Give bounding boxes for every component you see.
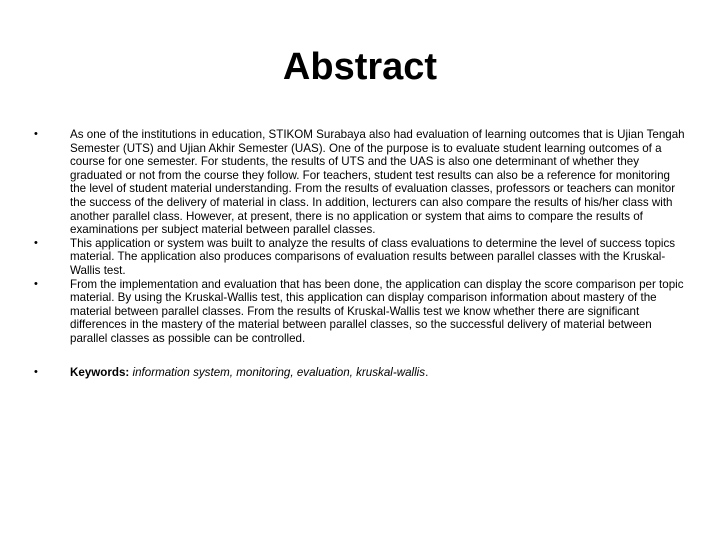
- paragraph-text: This application or system was built to analyze the results of class evaluations to determine the level of success topics material. The application also produces comparisons of evaluation results between parallel classes with the Kruskal-Wallis test.: [70, 236, 676, 277]
- bullet-dot-icon: •: [34, 277, 38, 290]
- bullet-paragraph-1: [34, 128, 686, 237]
- keywords-label: Keywords:: [70, 365, 130, 379]
- bullet-keywords: [34, 366, 686, 380]
- bullet-dot-icon: •: [34, 236, 38, 249]
- bullet-dot-icon: •: [34, 365, 38, 378]
- paragraph-text: From the implementation and evaluation that has been done, the application can display the score comparison per topic material. By using the Kruskal-Wallis test, this application can display comparison information about mastery of the material between parallel classes. From the results of Kruskal-Wallis test we know whether there are significant differences in the mastery of the material between parallel classes, so the successful delivery of material between parallel classes as possible can be controlled.: [70, 277, 684, 345]
- keywords-text: information system, monitoring, evaluation, kruskal-wallis: [132, 365, 426, 379]
- bullet-paragraph-2: [34, 237, 686, 278]
- bullet-dot-icon: •: [34, 128, 38, 140]
- slide-title: Abstract: [282, 46, 438, 88]
- bullet-paragraph-3: [34, 278, 686, 346]
- keywords-period: .: [425, 365, 429, 379]
- paragraph-text: As one of the institutions in education, STIKOM Surabaya also had evaluation of learning outcomes that is Ujian Tengah Semester (UTS) and Ujian Akhir Semester (UAS). One of the purpose is to evaluate student learning outcomes of a course for one semester. For students, the results of UTS and the UAS is also one determinant of whether they graduated or not from the course they follow. For teachers, student test results can also be a reference for monitoring the level of student material understanding. From the results of evaluation classes, professors or teachers can monitor the success of the delivery of material in class. In addition, lecturers can also compare the results of his/her class with another parallel class. However, at present, there is no application or system that aims to compare the results of examinations per subject material between parallel classes.: [70, 128, 685, 237]
- abstract-bullet-list: [34, 128, 686, 379]
